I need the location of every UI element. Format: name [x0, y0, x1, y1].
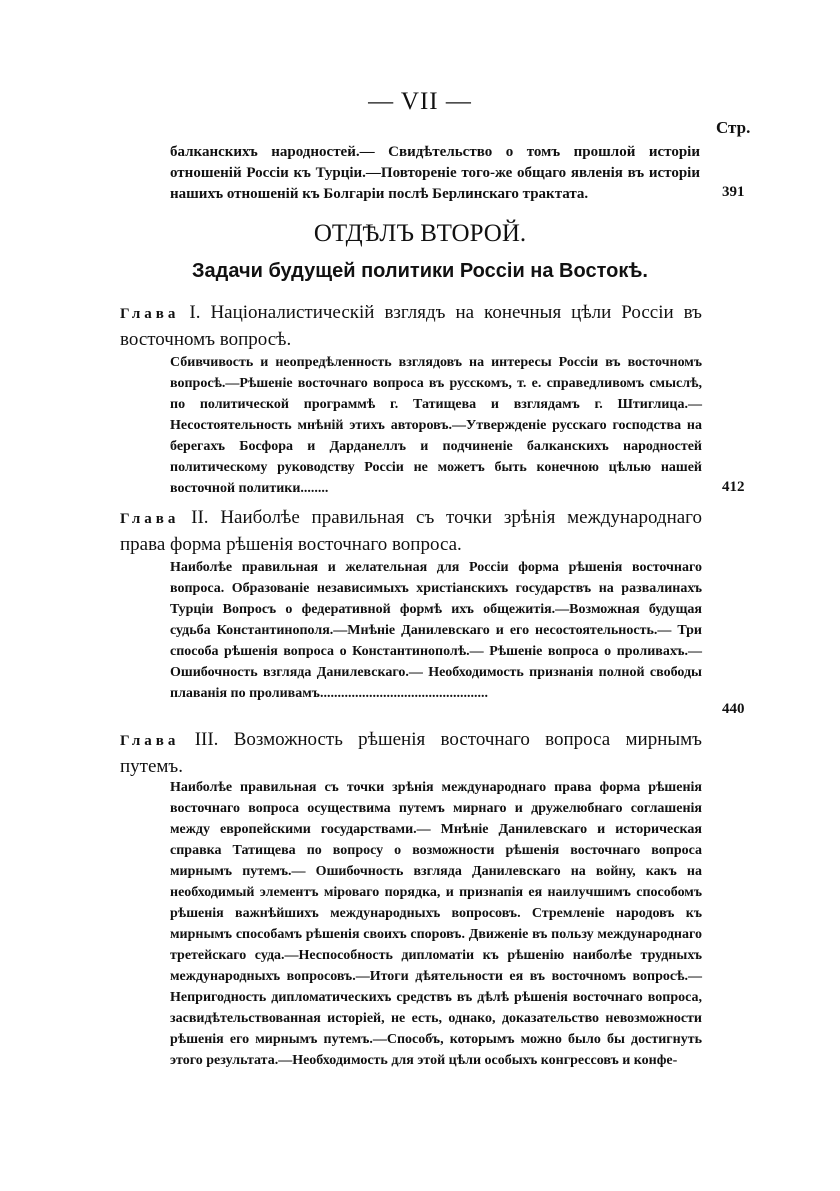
chapter-label: Глава — [120, 306, 180, 322]
intro-text: балканскихъ народностей.— Свидѣтельство о томъ прошлой исторіи отношеній Россіи къ Турціи.—Повтореніе того-же общаго явленія въ исторіи нашихъ отношеній къ Болгаріи послѣ Берлинскаго трактата. — [170, 144, 700, 202]
chapter-numeral: III. — [194, 729, 219, 750]
chapter-label: Глава — [120, 511, 180, 527]
chapter-title: Наиболѣе правильная съ точки зрѣнія международнаго права форма рѣшенія восточнаго вопроса. — [120, 507, 703, 555]
chapter-summary — [170, 557, 702, 704]
page-column-label: Стр. — [716, 118, 751, 137]
chapter-title: Возможность рѣшенія восточнаго вопроса мирнымъ путемъ. — [120, 729, 702, 777]
summary-text: Наиболѣе правильная съ точки зрѣнія международнаго права форма рѣшенія восточнаго вопроса осуществима путемъ мирнаго и дружелюбнаго соглашенія между европейскими государствами.— Мнѣніе Данилевскаго и историческая справка Татищева по вопросу о возможности рѣшенія восточнаго вопроса мирнымъ путемъ.— Ошибочность взгляда Данилевскаго на войну, какъ на необходимый элементъ міроваго порядка, и признапія ея наилучшимъ способомъ рѣшенія важнѣйшихъ международныхъ вопросовъ. Стремленіе народовъ къ мирнымъ способамъ рѣшенія своихъ споровъ. Движеніе въ пользу международнаго третейскаго суда.—Неспособность дипломатіи къ рѣшенію наиболѣе трудныхъ международныхъ вопросовъ.—Итоги дѣятельности ея въ восточномъ вопросѣ.— Непригодность дипломатическихъ средствъ въ дѣлѣ рѣшенія восточнаго вопроса, засвидѣтельствованная исторіей, не есть, однако, доказательство невозможности рѣшенія его мирнымъ путемъ.—Способъ, которымъ можно было бы достигнуть этого результата.—Необходимость для этой цѣли особыхъ конгрессовъ и конфе- — [170, 780, 702, 1068]
summary-text: Наиболѣе правильная и желательная для Россіи форма рѣшенія восточнаго вопроса. Образованіе независимыхъ христіанскихъ государствъ на развалинахъ Турціи Вопросъ о федеративной формѣ ихъ общежитія.—Возможная будущая судьба Константинополя.—Мнѣніе Данилевскаго и его несостоятельность.— Три способа рѣшенія вопроса о Константинополѣ.— Рѣшеніе вопроса о проливахъ.— Ошибочность взгляда Данилевскаго.— Необходимость признанія полной свободы плаванія по проливамъ — [170, 560, 702, 701]
chapter-title: Націоналистическій взглядъ на конечныя цѣли Россіи въ восточномъ вопросѣ. — [120, 302, 703, 350]
chapter-label: Глава — [120, 733, 180, 749]
leader-dots: ........ — [300, 481, 329, 496]
summary-text: Сбивчивость и неопредѣленность взглядовъ на интересы Россіи въ восточномъ вопросѣ.—Рѣшеніе восточнаго вопроса въ русскомъ, т. е. справедливомъ смыслѣ, по политической программѣ г. Татищева и взглядамъ г. Штиглица.—Несостоятельность мнѣній этихъ авторовъ.—Утвержденіе русскаго господства на берегахъ Босфора и Дарданеллъ и подчиненіе балканскихъ народностей политическому руководству Россіи не можетъ быть конечною цѣлью нашей восточной политики — [170, 355, 702, 496]
intro-page-number: 391 — [722, 184, 745, 200]
chapter-summary — [170, 352, 702, 499]
chapter-heading — [120, 505, 702, 558]
page-number: — VII — — [368, 88, 472, 115]
section-subtitle: Задачи будущей политики Россіи на Востокѣ. — [192, 260, 648, 282]
chapter-numeral: I. — [189, 302, 201, 323]
chapter-heading — [120, 727, 702, 780]
chapter-heading — [120, 300, 702, 353]
section-title: ОТДѢЛЪ ВТОРОЙ. — [313, 220, 527, 247]
chapter-page-number: 440 — [722, 701, 745, 717]
leader-dots: ................................................ — [319, 686, 488, 701]
chapter-summary — [170, 777, 702, 1071]
chapter-page-number: 412 — [722, 479, 745, 495]
chapter-numeral: II. — [191, 507, 209, 528]
